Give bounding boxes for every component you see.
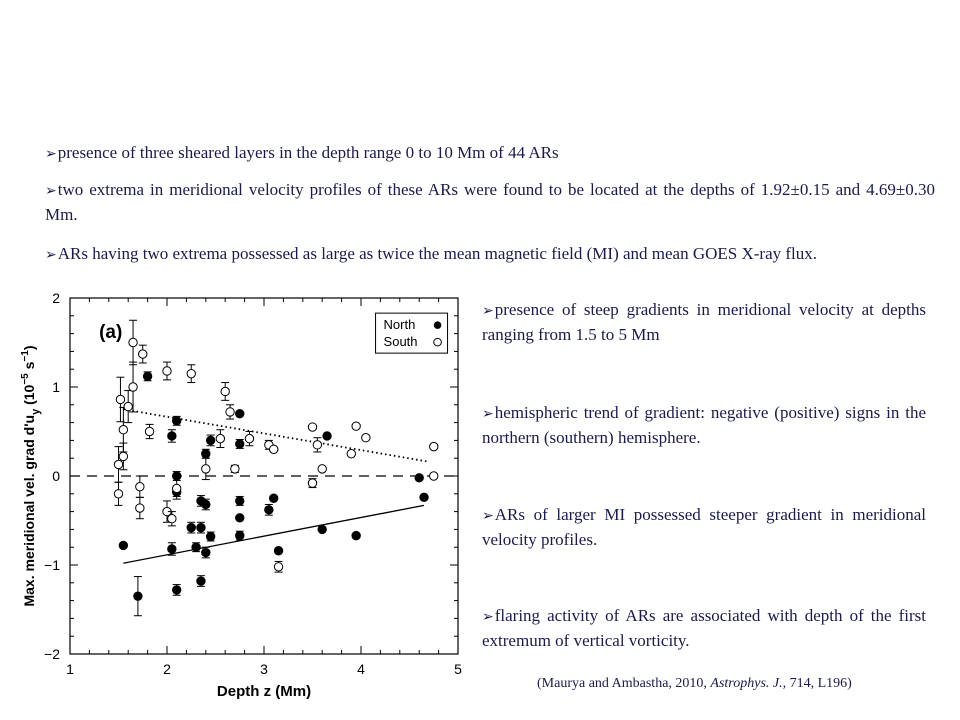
chart-plot-area <box>70 320 458 615</box>
north-data-point <box>206 436 214 444</box>
north-data-point <box>236 531 244 539</box>
north-data-point <box>265 506 273 514</box>
right-bullet-1 <box>482 298 926 346</box>
south-data-point <box>116 395 124 403</box>
north-data-point <box>192 543 200 551</box>
south-data-point <box>124 402 132 410</box>
citation-journal: Astrophys. J., <box>710 676 787 691</box>
north-data-point <box>352 531 360 539</box>
south-data-point <box>129 338 137 346</box>
citation-volume: 714, L196) <box>786 676 852 691</box>
bullet-text: flaring activity of ARs are associated with depth of the first extremum of vertical vorticity. <box>482 606 926 650</box>
x-tick-label: 5 <box>454 661 462 677</box>
north-data-point <box>202 450 210 458</box>
right-bullet-3 <box>482 503 926 551</box>
north-data-point <box>318 525 326 533</box>
north-data-point <box>197 577 205 585</box>
south-data-point <box>352 422 360 430</box>
north-data-point <box>173 586 181 594</box>
top-bullet-2 <box>45 178 935 226</box>
north-data-point <box>415 474 423 482</box>
y-tick-label: 0 <box>52 468 60 484</box>
panel-label: (a) <box>99 322 123 344</box>
x-tick-label: 1 <box>66 661 74 677</box>
south-data-point <box>430 442 438 450</box>
south-data-point <box>163 367 171 375</box>
x-tick-label: 4 <box>357 661 365 677</box>
south-data-point <box>187 369 195 377</box>
chart-legend <box>376 313 448 353</box>
south-data-point <box>136 482 144 490</box>
north-data-point <box>206 532 214 540</box>
north-data-point <box>197 523 205 531</box>
south-data-point <box>231 465 239 473</box>
y-tick-label: 1 <box>52 379 60 395</box>
north-data-point <box>202 500 210 508</box>
y-axis-label-main: Max. meridional vel. grad d'u <box>21 414 37 607</box>
south-data-point <box>216 434 224 442</box>
bullet-text: two extrema in meridional velocity profiles of these ARs were found to be located at the depths of 1.92±0.15 and 4.69±0.30 Mm. <box>45 180 935 224</box>
south-data-point <box>274 563 282 571</box>
citation-authors: (Maurya and Ambastha, 2010, <box>537 676 711 691</box>
south-data-point <box>308 479 316 487</box>
north-data-point <box>143 372 151 380</box>
south-data-point <box>270 445 278 453</box>
x-axis-label: Depth z (Mm) <box>216 683 312 700</box>
citation <box>537 676 852 692</box>
north-data-point <box>236 440 244 448</box>
legend-north-marker <box>434 321 442 329</box>
north-data-point <box>168 545 176 553</box>
arrow-bullet-icon: ➢ <box>482 407 494 422</box>
right-bullet-4 <box>482 604 926 652</box>
arrow-bullet-icon: ➢ <box>482 610 494 625</box>
top-bullet-1 <box>45 141 935 166</box>
arrow-bullet-icon: ➢ <box>482 509 494 524</box>
y-axis-label-units: (10 <box>21 384 37 409</box>
south-data-point <box>318 465 326 473</box>
south-data-point <box>129 383 137 391</box>
south-data-point <box>221 387 229 395</box>
south-data-point <box>119 452 127 460</box>
y-axis-label-close: ) <box>21 345 37 351</box>
south-data-point <box>119 426 127 434</box>
south-data-point <box>347 450 355 458</box>
south-data-point <box>308 423 316 431</box>
north-data-point <box>202 548 210 556</box>
bullet-text: ARs of larger MI possessed steeper gradient in meridional velocity profiles. <box>482 505 926 549</box>
north-data-point <box>270 494 278 502</box>
south-data-point <box>173 484 181 492</box>
y-axis-label-exp2: −1 <box>20 350 31 362</box>
x-tick-label: 2 <box>163 661 171 677</box>
legend-south-marker <box>434 338 442 346</box>
x-tick-label: 3 <box>260 661 268 677</box>
south-data-point <box>114 460 122 468</box>
north-data-point <box>187 523 195 531</box>
south-data-point <box>226 408 234 416</box>
scatter-chart <box>20 286 480 706</box>
legend-south-label: South <box>383 334 418 350</box>
south-data-point <box>313 441 321 449</box>
top-bullet-3 <box>45 242 935 267</box>
arrow-bullet-icon: ➢ <box>45 184 57 199</box>
north-data-point <box>274 547 282 555</box>
north-data-point <box>168 432 176 440</box>
y-axis-label-exp1: −5 <box>20 373 31 385</box>
north-data-point <box>119 541 127 549</box>
bullet-text: presence of three sheared layers in the depth range 0 to 10 Mm of 44 ARs <box>57 143 559 162</box>
y-tick-label: −1 <box>44 557 60 573</box>
north-data-point <box>134 592 142 600</box>
north-data-point <box>323 432 331 440</box>
south-data-point <box>362 434 370 442</box>
bullet-text: presence of steep gradients in meridional velocity at depths ranging from 1.5 to 5 Mm <box>482 300 926 344</box>
south-data-point <box>114 490 122 498</box>
south-data-point <box>245 434 253 442</box>
south-data-point <box>145 427 153 435</box>
y-axis-label-mid: s <box>21 361 37 374</box>
south-data-point <box>430 472 438 480</box>
arrow-bullet-icon: ➢ <box>482 304 494 319</box>
right-bullet-2 <box>482 401 926 449</box>
north-data-point <box>173 417 181 425</box>
south-data-point <box>168 515 176 523</box>
north-data-point <box>236 497 244 505</box>
y-tick-label: −2 <box>44 646 60 662</box>
y-tick-label: 2 <box>52 290 60 306</box>
south-data-point <box>202 465 210 473</box>
arrow-bullet-icon: ➢ <box>45 147 57 162</box>
bullet-text: ARs having two extrema possessed as large as twice the mean magnetic field (MI) and mean GOES X-ray flux. <box>57 244 818 263</box>
legend-north-label: North <box>383 317 416 333</box>
bullet-text: hemispheric trend of gradient: negative (positive) signs in the northern (southern) hemisphere. <box>482 403 926 447</box>
arrow-bullet-icon: ➢ <box>45 248 57 263</box>
y-axis-label-subscript: y <box>30 408 42 415</box>
y-axis-label <box>20 345 42 606</box>
north-data-point <box>236 514 244 522</box>
south-data-point <box>136 504 144 512</box>
north-data-point <box>236 410 244 418</box>
north-data-point <box>420 493 428 501</box>
south-data-point <box>139 350 147 358</box>
